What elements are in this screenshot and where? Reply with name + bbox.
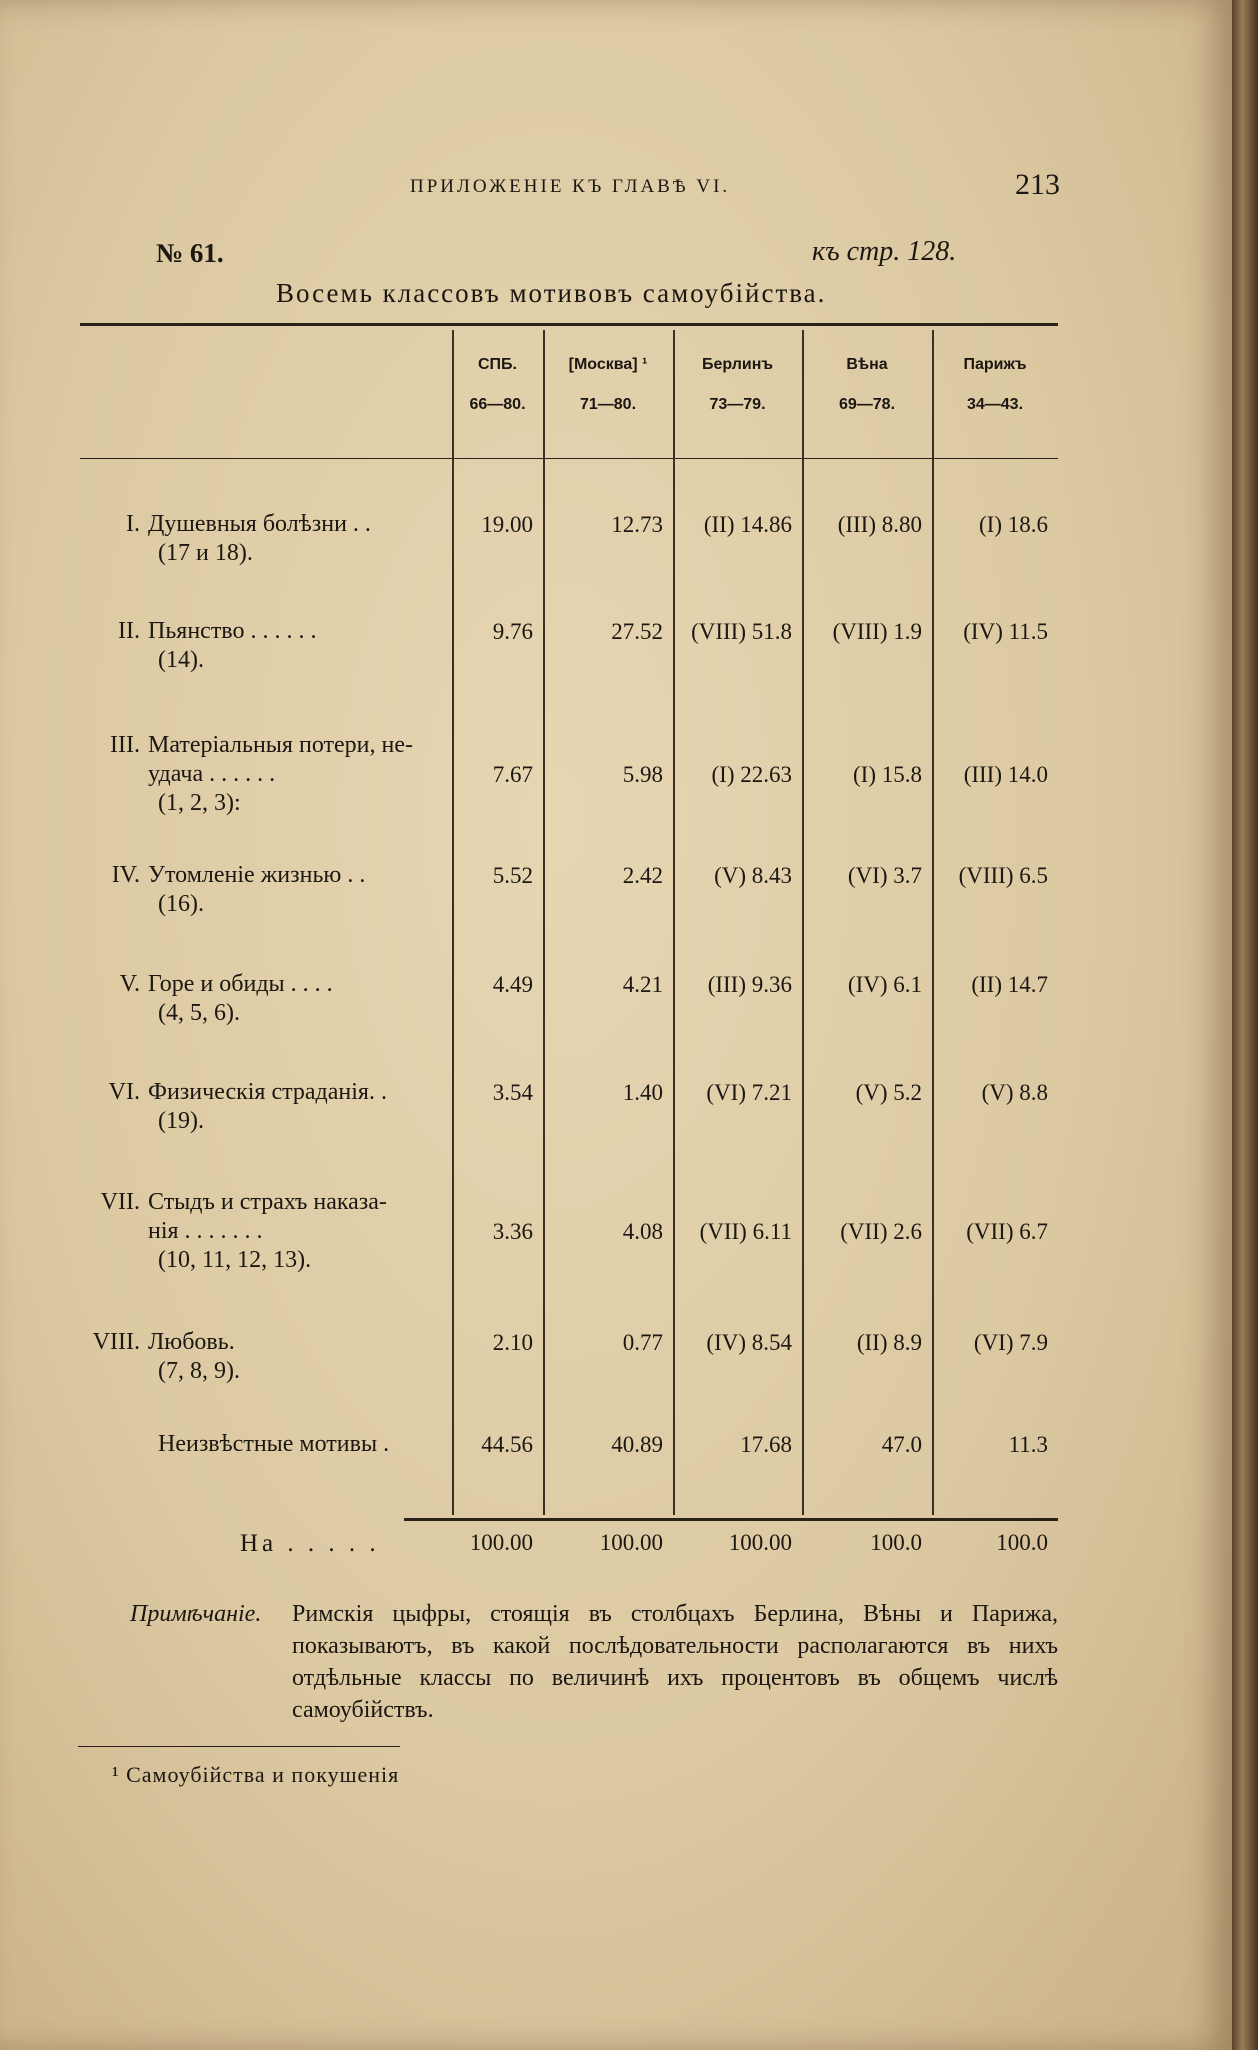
table-cell: (I) 22.63	[711, 762, 792, 787]
row-numeral: VIII.	[92, 1329, 140, 1355]
row-label-line: Неизвѣстные мотивы .	[158, 1431, 390, 1457]
table-cell: 11.3	[1008, 1432, 1048, 1457]
table-cell: (VI) 7.21	[706, 1080, 792, 1105]
table-cell: (II) 14.86	[703, 512, 792, 537]
table-cell: (I) 18.6	[979, 512, 1048, 537]
row-label-line: Матеріальныя потери, не-	[148, 732, 413, 758]
table-cell: 40.89	[611, 1432, 663, 1457]
row-label-line: Стыдъ и страхъ наказа-	[148, 1189, 387, 1215]
table-cell: 47.0	[881, 1432, 922, 1457]
total-cell: 100.0	[870, 1530, 922, 1555]
column-header	[802, 356, 932, 414]
column-years: 69—78.	[838, 396, 896, 413]
row-numeral: VI.	[108, 1079, 140, 1105]
row-label-line: Душевныя болѣзни . .	[148, 511, 371, 537]
total-cell: 100.00	[728, 1530, 792, 1555]
table-row-label	[111, 861, 366, 919]
table-cell: (V) 8.43	[714, 863, 792, 888]
row-numeral: II.	[118, 618, 140, 644]
table-cell: 17.68	[740, 1432, 792, 1457]
table-cell: 12.73	[611, 512, 663, 537]
table-cell: (III) 8.80	[837, 512, 922, 537]
table-row-label	[126, 510, 371, 568]
table-cell: (VII) 2.6	[840, 1219, 922, 1244]
table-row-label	[119, 970, 333, 1028]
running-header	[80, 168, 1060, 208]
totals-rule	[404, 1518, 1058, 1521]
row-label-line: Пьянство . . . . . .	[148, 618, 317, 644]
table-cell: 9.76	[492, 619, 533, 644]
table-cell: (VIII) 1.9	[832, 619, 922, 644]
table-row-label	[110, 731, 413, 818]
total-cell: 100.00	[469, 1530, 533, 1555]
row-label-line: (19).	[158, 1108, 204, 1134]
row-label-line: (4, 5, 6).	[158, 1000, 240, 1026]
row-label-line: удача . . . . . .	[148, 761, 276, 787]
row-numeral: VII.	[100, 1189, 140, 1215]
table-cell: 0.77	[622, 1330, 663, 1355]
table-cell: 7.67	[492, 762, 533, 787]
table-cell: 2.42	[622, 863, 663, 888]
table-cell: 44.56	[481, 1432, 533, 1457]
row-label-line: Любовь.	[148, 1329, 235, 1355]
row-label-line: (16).	[158, 891, 204, 917]
table-cell: 1.40	[622, 1080, 663, 1105]
table-cell: (VI) 7.9	[973, 1330, 1048, 1355]
table-cell: 3.36	[492, 1219, 533, 1244]
table-row-label	[108, 1078, 387, 1136]
total-cell: 100.00	[599, 1530, 663, 1555]
table-cell: 2.10	[492, 1330, 533, 1355]
table-title: Восемь классовъ мотивовъ самоубійства.	[276, 278, 827, 308]
table-cell: (II) 14.7	[971, 972, 1048, 997]
table-cell: (VII) 6.7	[966, 1219, 1048, 1244]
column-divider	[452, 330, 454, 1515]
column-years: 34—43.	[966, 396, 1024, 413]
row-label-line: Физическія страданія. .	[148, 1079, 387, 1105]
row-label-line: нія . . . . . . .	[148, 1218, 263, 1244]
table-row-label	[100, 1188, 387, 1275]
total-cell: 100.0	[996, 1530, 1048, 1555]
table-cell: 5.98	[622, 762, 663, 787]
table-cell: (VI) 3.7	[847, 863, 922, 888]
table-cell: (IV) 11.5	[963, 619, 1048, 644]
table-cell: (I) 15.8	[853, 762, 922, 787]
column-name: Вѣна	[846, 356, 888, 373]
row-numeral: V.	[119, 971, 140, 997]
table-cell: (III) 9.36	[707, 972, 792, 997]
column-name: Парижъ	[963, 356, 1027, 373]
note-label: Примѣчаніе.	[130, 1601, 262, 1627]
table-row-label	[92, 1328, 240, 1386]
table-cell: 4.21	[622, 972, 663, 997]
column-divider	[673, 330, 675, 1515]
table-cell: (II) 8.9	[856, 1330, 922, 1355]
table-cell: 27.52	[611, 619, 663, 644]
table-cell: 19.00	[481, 512, 533, 537]
totals-label: На . . . . .	[240, 1530, 380, 1557]
book-spine	[1232, 0, 1258, 2050]
table-cell: (III) 14.0	[963, 762, 1048, 787]
row-label-line: (7, 8, 9).	[158, 1358, 240, 1384]
footnote: ¹ Самоубійства и покушенія	[112, 1762, 400, 1787]
table-cell: (IV) 6.1	[847, 972, 922, 997]
column-divider	[543, 330, 545, 1515]
column-header	[452, 356, 543, 414]
column-divider	[932, 330, 934, 1515]
column-name: СПБ.	[478, 356, 517, 373]
column-name: Берлинъ	[701, 356, 774, 373]
row-label-line: (14).	[158, 647, 204, 673]
row-label-line: (17 и 18).	[158, 540, 253, 566]
table-cell: (VII) 6.11	[699, 1219, 792, 1244]
table-cell: (IV) 8.54	[706, 1330, 792, 1355]
column-header	[543, 356, 673, 414]
table-cell: 4.08	[622, 1219, 663, 1244]
table-row-label	[158, 1430, 389, 1459]
row-numeral: III.	[110, 732, 140, 758]
header-title: ПРИЛОЖЕНІЕ КЪ ГЛАВѢ VI.	[410, 176, 731, 197]
column-years: 71—80.	[579, 396, 637, 413]
row-numeral: IV.	[111, 862, 140, 888]
table-cell: (V) 8.8	[981, 1080, 1048, 1105]
column-years: 66—80.	[469, 396, 526, 413]
document-number: № 61.	[156, 238, 224, 268]
table-cell: (VIII) 6.5	[958, 863, 1048, 888]
table-cell: (V) 5.2	[855, 1080, 922, 1105]
row-numeral: I.	[126, 511, 140, 537]
note-text: Римскія цыфры, стоящія въ столбцахъ Берлина, Вѣны и Парижа, показываютъ, въ какой послѣдовательности располагаются въ нихъ отдѣльные классы по величинѣ ихъ процентовъ въ общемъ числѣ самоубійствъ.	[292, 1601, 1058, 1723]
header-bottom-rule	[80, 458, 1058, 459]
page-reference: къ стр. 128.	[812, 236, 957, 267]
table-cell: (VIII) 51.8	[691, 619, 792, 644]
table-cell: 3.54	[492, 1080, 533, 1105]
column-years: 73—79.	[709, 396, 766, 413]
column-header	[932, 356, 1058, 414]
row-label-line: Горе и обиды . . . .	[148, 971, 333, 997]
page-number: 213	[1015, 168, 1060, 201]
column-name: [Москва] ¹	[568, 356, 648, 373]
row-label-line: (1, 2, 3):	[158, 790, 241, 816]
footnote-rule	[78, 1746, 400, 1747]
table-cell: 5.52	[492, 863, 533, 888]
table-top-rule	[80, 323, 1058, 326]
row-label-line: (10, 11, 12, 13).	[158, 1247, 312, 1273]
row-label-line: Утомленіе жизнью . .	[148, 862, 366, 888]
table-row-label	[118, 617, 317, 675]
column-header	[673, 356, 802, 414]
column-divider	[802, 330, 804, 1515]
table-cell: 4.49	[492, 972, 533, 997]
